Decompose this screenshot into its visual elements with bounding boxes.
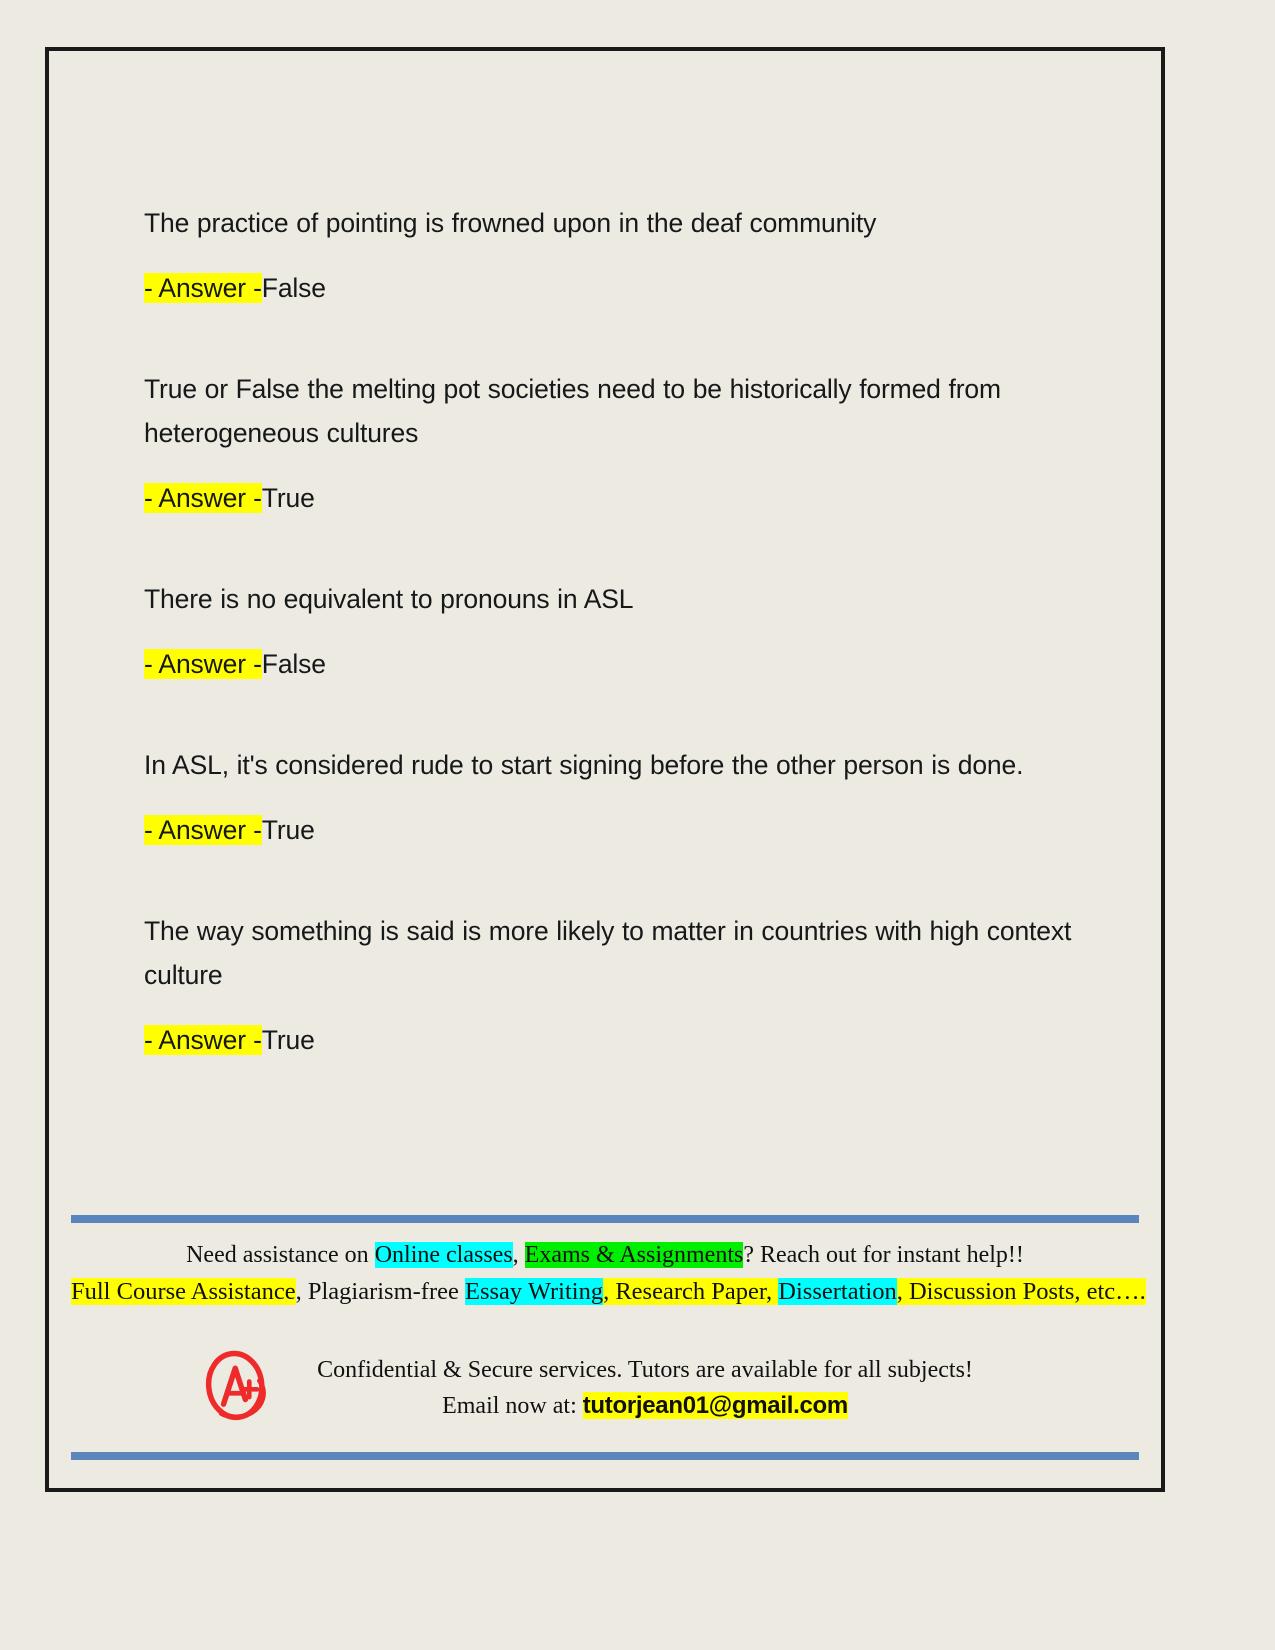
answer-value: True (261, 815, 315, 845)
promo-full-course-assistance: Full Course Assistance (71, 1278, 296, 1305)
footer-promo-line-2 (71, 1274, 1146, 1310)
promo-text-part: Need assistance on (186, 1242, 375, 1268)
email-prefix-label: Email now at: (442, 1393, 583, 1419)
answer-line (144, 271, 1084, 305)
answer-label: - Answer - (144, 483, 262, 513)
qa-content (144, 201, 1084, 1057)
question-text: The practice of pointing is frowned upon in the deaf community (144, 208, 877, 238)
answer-label: - Answer - (144, 815, 262, 845)
footer-contact-area (71, 1344, 1139, 1434)
qa-block (144, 201, 1084, 305)
footer-top-divider (71, 1215, 1139, 1223)
promo-text-part: , (512, 1242, 525, 1268)
promo-online-classes: Online classes (374, 1242, 513, 1268)
promo-essay-writing: Essay Writing (465, 1278, 604, 1305)
document-page (45, 47, 1165, 1492)
footer-promo-line-1 (71, 1238, 1139, 1272)
answer-line (144, 481, 1084, 515)
answer-value: False (261, 273, 326, 303)
answer-value: True (261, 483, 315, 513)
promo-dissertation: Dissertation (778, 1278, 897, 1305)
promo-exams-assignments: Exams & Assignments (524, 1242, 744, 1268)
email-address[interactable]: tutorjean01@gmail.com (582, 1392, 848, 1419)
answer-label: - Answer - (144, 273, 262, 303)
promo-text-part: ? Reach out for instant help!! (743, 1242, 1024, 1268)
qa-block (144, 743, 1084, 847)
question-text: In ASL, it's considered rude to start signing before the other person is done. (144, 750, 1024, 780)
answer-label: - Answer - (144, 649, 262, 679)
footer-bottom-divider (71, 1452, 1139, 1460)
answer-line (144, 647, 1084, 681)
promo-discussion-posts: , Discussion Posts, etc…. (896, 1278, 1146, 1305)
promo-research-paper: , Research Paper, (603, 1278, 779, 1305)
contact-tagline: Confidential & Secure services. Tutors are available for all subjects! (317, 1357, 973, 1383)
answer-line (144, 813, 1084, 847)
question-text: There is no equivalent to pronouns in ASL (144, 584, 634, 614)
contact-block (71, 1352, 1139, 1424)
question-text: The way something is said is more likely to matter in countries with high context culture (144, 916, 1072, 990)
answer-label: - Answer - (144, 1025, 262, 1055)
qa-block (144, 367, 1084, 515)
answer-line (144, 1023, 1084, 1057)
answer-value: True (261, 1025, 315, 1055)
promo-text-part: , Plagiarism-free (295, 1278, 465, 1305)
footer (71, 1215, 1146, 1480)
question-text: True or False the melting pot societies need to be historically formed from heterogeneous cultures (144, 374, 1001, 448)
qa-block (144, 577, 1084, 681)
qa-block (144, 909, 1084, 1057)
answer-value: False (261, 649, 326, 679)
contact-email-line (151, 1388, 1139, 1424)
